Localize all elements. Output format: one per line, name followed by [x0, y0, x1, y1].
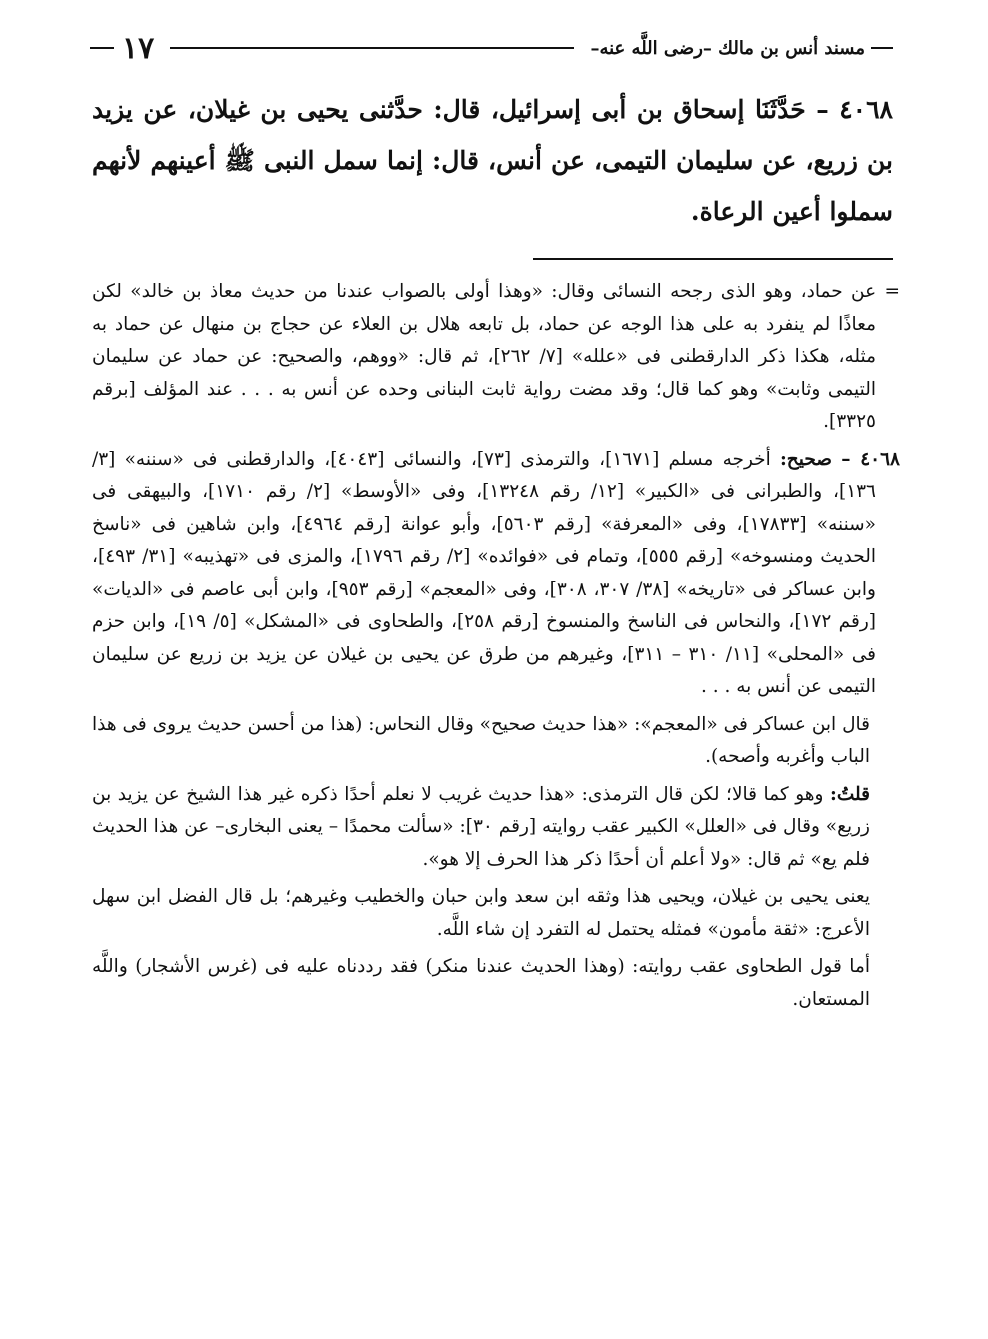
hadith-number: ٤٠٦٨ –: [816, 95, 893, 124]
page-number: ١٧: [122, 30, 155, 66]
footnote-qultu: [92, 779, 900, 877]
hadith-text: [92, 84, 893, 237]
footnote-continuation: = عن حماد، وهو الذى رجحه النسائى وقال: «وهذا أولى بالصواب عندنا من حديث معاذ بن خالد» لكن معاذًا لم ينفرد به على هذا الوجه عن حماد، بل تابعه هلال بن العلاء عن حجاج بن منهال عن حماد به مثله، هكذا ذكر الدارقطنى فى «علله» [٧/ ٢٦٢]، ثم قال: «ووهم، والصحيح: عن حماد عن سليمان التيمى وثابت» وهو كما قال؛ وقد مضت رواية ثابت البنانى وحده عن أنس به . . . عند المؤلف [برقم ٣٣٢٥].: [92, 281, 900, 432]
qultu-label: قلتُ:: [830, 783, 870, 805]
footnote-yahya: يعنى يحيى بن غيلان، ويحيى هذا وثقه ابن سعد وابن حبان والخطيب وغيرهم؛ بل قال الفضل ابن سهل الأعرج: «ثقة مأمون» فمثله يحتمل له التفرد إن شاء اللَّه.: [92, 886, 870, 940]
hadith-opening: حَدَّثَنَا: [754, 95, 806, 124]
footnote-tahawi: أما قول الطحاوى عقب روايته: (وهذا الحديث عندنا منكر) فقد رددناه عليه فى (غرس الأشجار) واللَّه المستعان.: [92, 956, 870, 1010]
footnote-separator: [533, 258, 893, 260]
header-tail-dash: [90, 47, 114, 49]
footnotes: [92, 276, 900, 1021]
header-lead-dash: [871, 47, 893, 49]
footnote-takhrij: [92, 444, 900, 704]
header-rule: [170, 47, 574, 49]
footnote-ibn-asakir: قال ابن عساكر فى «المعجم»: «هذا حديث صحيح» وقال النحاس: (هذا من أحسن حديث يروى فى هذا الباب وأغربه وأصحه).: [92, 713, 870, 767]
hadith-body: إسحاق بن أبى إسرائيل، قال: حدَّثنى يحيى بن غيلان، عن يزيد بن زريع، عن سليمان التيمى، عن أنس، قال: إنما سمل النبى ﷺ أعينهم لأنهم سملوا أعين الرعاة.: [92, 95, 893, 226]
qultu-text: وهو كما قالا؛ لكن قال الترمذى: «هذا حديث غريب لا نعلم أحدًا ذكره غير هذا الشيخ عن يزيد بن زريع» وقال فى «العلل» الكبير عقب روايته [رقم ٣٠]: «سألت محمدًا – يعنى البخارى– عن هذا الحديث فلم يع» ثم قال: «ولا أعلم أن أحدًا ذكر هذا الحرف إلا هو».: [92, 783, 870, 870]
takhrij-text: أخرجه مسلم [١٦٧١]، والترمذى [٧٣]، والنسائى [٤٠٤٣]، والدارقطنى فى «سننه» [٣/ ١٣٦]، والطبرانى فى «الكبير» [١٢/ رقم ١٣٢٤٨]، وفى «الأوسط» [٢/ رقم ١٧١٠]، والبيهقى فى «سننه» [١٧٨٣٣]، وفى «المعرفة» [رقم ٥٦٠٣]، وأبو عوانة [رقم ٤٩٦٤]، وابن شاهين فى «ناسخ الحديث ومنسوخه» [رقم ٥٥٥]، وتمام فى «فوائده» [٢/ رقم ١٧٩٦]، والمزى فى «تهذيبه» [٣١/ ٤٩٣]، وابن عساكر فى «تاريخه» [٣٨/ ٣٠٧، ٣٠٨]، وفى «المعجم» [رقم ٩٥٣]، وابن أبى عاصم فى «الديات» [رقم ١٧٢]، والنحاس فى الناسخ والمنسوخ [رقم ٢٥٨]، والطحاوى فى «المشكل» [٥/ ١٩]، وابن حزم فى «المحلى» [١١/ ٣١٠ – ٣١١]، وغيرهم من طرق عن يحيى بن غيلان عن يزيد بن زريع عن سليمان التيمى عن أنس به . . .: [92, 448, 876, 697]
takhrij-grade: صحيح:: [779, 448, 832, 470]
page-header: [90, 30, 893, 66]
takhrij-number: ٤٠٦٨ –: [841, 448, 900, 470]
running-title: مسند أنس بن مالك –رضى اللَّه عنه–: [590, 37, 865, 59]
